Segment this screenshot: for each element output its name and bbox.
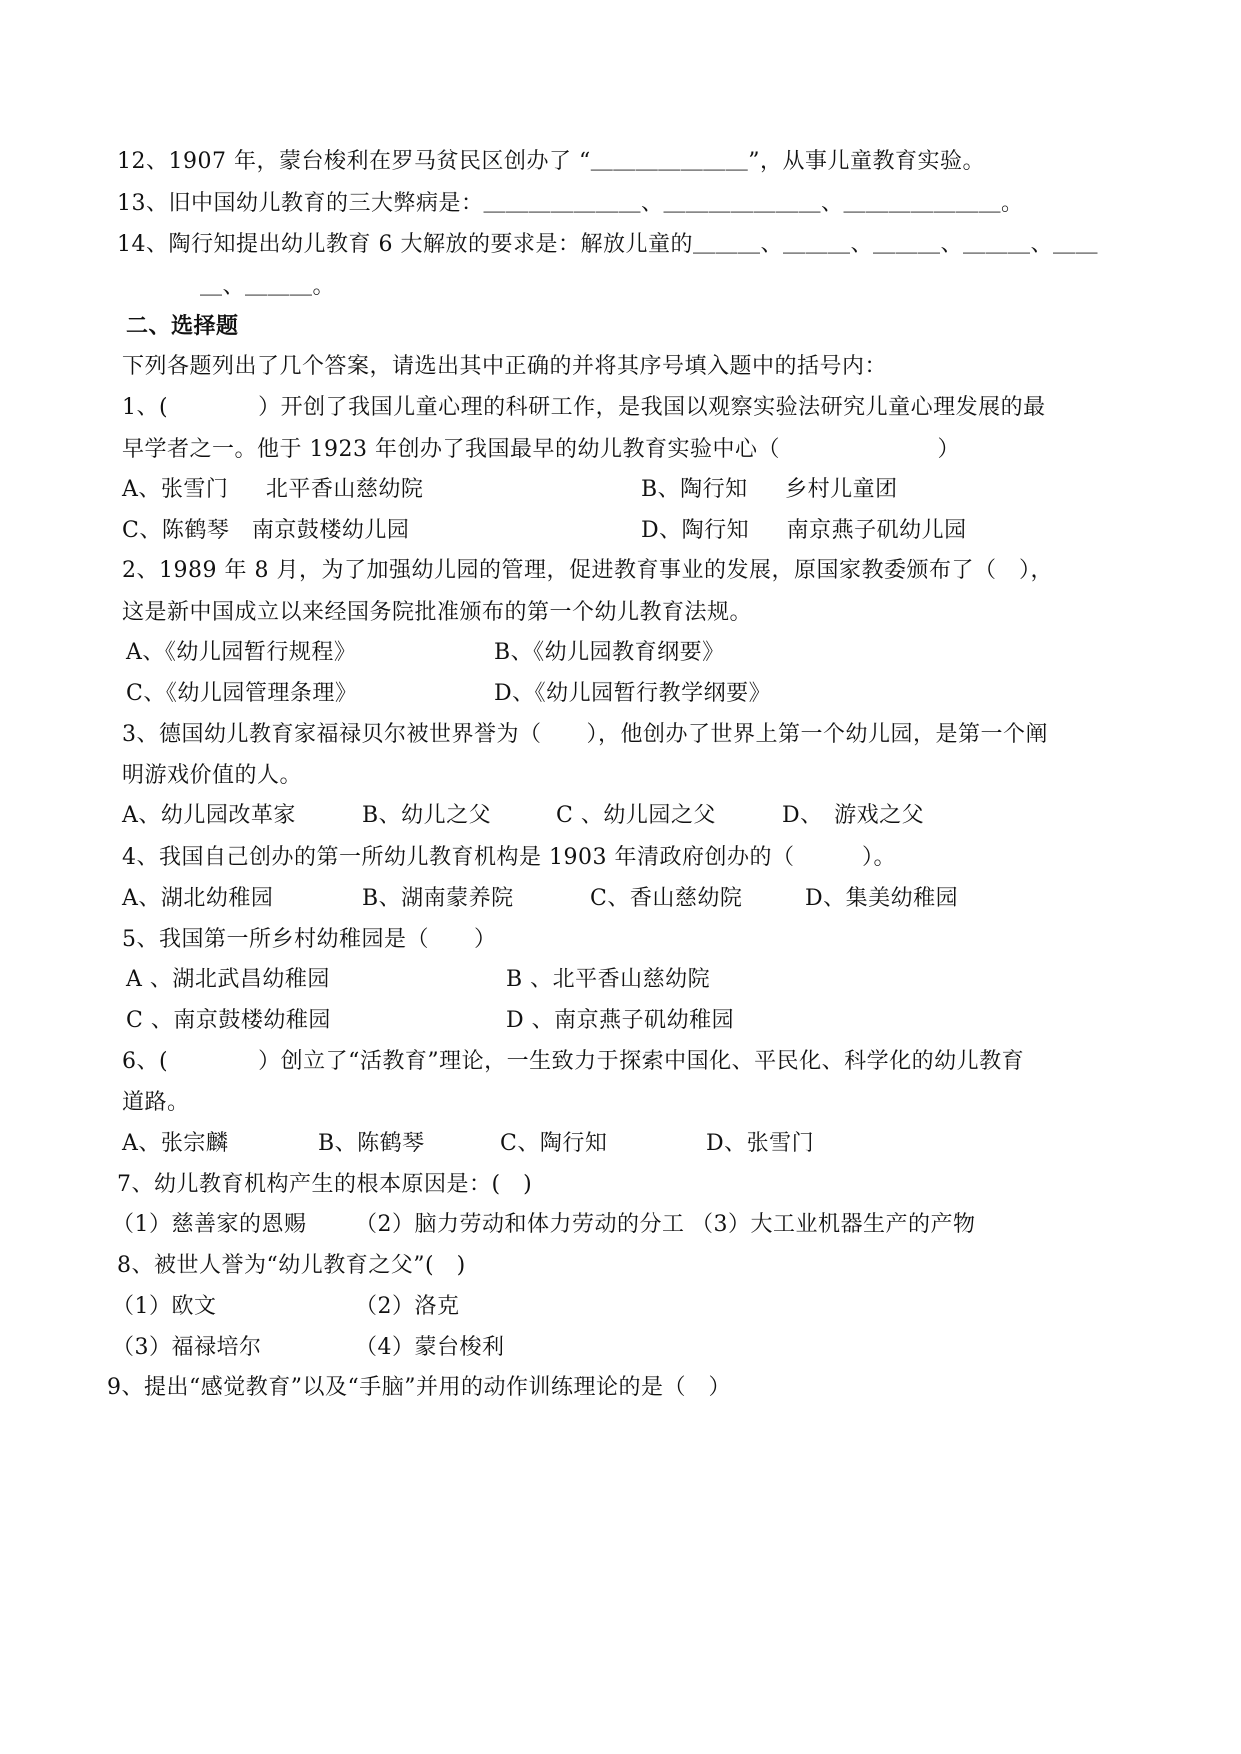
q3-option-b: B、幼儿之父 (362, 803, 492, 828)
q3-option-a: A、幼儿园改革家 (122, 803, 296, 828)
q3-line1: 3、德国幼儿教育家福禄贝尔被世界誉为（ ），他创办了世界上第一个幼儿园，是第一个阐 (122, 722, 1049, 747)
q3-option-c: C 、幼儿园之父 (556, 803, 716, 828)
q12-text: 12、1907 年，蒙台梭利在罗马贫民区创办了 “＿＿＿＿＿＿＿”，从事儿童教育实验。 (117, 149, 985, 174)
q1-option-a: A、张雪门 北平香山慈幼院 (122, 477, 424, 502)
q4-line1: 4、我国自己创办的第一所幼儿教育机构是 1903 年清政府创办的（ ）。 (122, 845, 896, 870)
q2-line1: 2、1989 年 8 月，为了加强幼儿园的管理，促进教育事业的发展，原国家教委颁布了（ ）， (122, 558, 1053, 583)
q7-option-3: （3）大工业机器生产的产物 (691, 1212, 976, 1237)
q8-option-4: （4）蒙台梭利 (355, 1335, 505, 1360)
q4-option-b: B、湖南蒙养院 (362, 886, 514, 911)
q5-line1: 5、我国第一所乡村幼稚园是（ ） (122, 927, 497, 952)
q4-option-d: D、集美幼稚园 (805, 886, 959, 911)
q6-line2: 道路。 (122, 1090, 190, 1115)
q1-line1: 1、( ）开创了我国儿童心理的科研工作，是我国以观察实验法研究儿童心理发展的最 (122, 395, 1046, 420)
q8-line1: 8、被世人誉为“幼儿教育之父”( ) (117, 1253, 466, 1278)
q9-line1: 9、提出“感觉教育”以及“手脑”并用的动作训练理论的是（ ） (107, 1375, 731, 1400)
q1-option-b: B、陶行知 乡村儿童团 (641, 477, 898, 502)
q6-option-d: D、张雪门 (706, 1131, 815, 1156)
q7-option-1: （1）慈善家的恩赐 (112, 1212, 307, 1237)
q6-option-c: C、陶行知 (500, 1131, 608, 1156)
q14-line2: ＿、＿＿＿。 (200, 274, 336, 299)
section-heading-multiple-choice: 二、选择题 (126, 314, 239, 339)
section-instructions: 下列各题列出了几个答案，请选出其中正确的并将其序号填入题中的括号内： (122, 354, 888, 379)
q1-option-d: D、陶行知 南京燕子矶幼儿园 (641, 518, 967, 543)
q2-option-d: D、《幼儿园暂行教学纲要》 (494, 681, 772, 706)
q5-option-a: A 、湖北武昌幼稚园 (126, 967, 330, 992)
q5-option-b: B 、北平香山慈幼院 (506, 967, 711, 992)
q1-line2: 早学者之一。他于 1923 年创办了我国最早的幼儿教育实验中心（ ） (122, 437, 960, 462)
q13-text: 13、旧中国幼儿教育的三大弊病是：＿＿＿＿＿＿＿、＿＿＿＿＿＿＿、＿＿＿＿＿＿＿。 (117, 191, 1024, 216)
q8-option-2: （2）洛克 (355, 1294, 460, 1319)
q1-option-c: C、陈鹤琴 南京鼓楼幼儿园 (122, 518, 410, 543)
q8-option-3: （3）福禄培尔 (112, 1335, 262, 1360)
q3-option-d: D、 游戏之父 (782, 803, 925, 828)
q5-option-c: C 、南京鼓楼幼稚园 (126, 1008, 331, 1033)
q5-option-d: D 、南京燕子矶幼稚园 (506, 1008, 735, 1033)
q8-option-1: （1）欧文 (112, 1294, 217, 1319)
q7-option-2: （2）脑力劳动和体力劳动的分工 (355, 1212, 685, 1237)
q2-option-c: C、《幼儿园管理条理》 (126, 681, 358, 706)
q6-line1: 6、( ）创立了“活教育”理论，一生致力于探索中国化、平民化、科学化的幼儿教育 (122, 1049, 1025, 1074)
q7-line1: 7、幼儿教育机构产生的根本原因是：( ) (117, 1172, 533, 1197)
q14-line1: 14、陶行知提出幼儿教育 6 大解放的要求是：解放儿童的＿＿＿、＿＿＿、＿＿＿、＿＿＿、＿＿ (117, 232, 1098, 257)
q3-line2: 明游戏价值的人。 (122, 763, 303, 788)
q2-option-a: A、《幼儿园暂行规程》 (126, 640, 357, 665)
q2-option-b: B、《幼儿园教育纲要》 (494, 640, 725, 665)
q4-option-a: A、湖北幼稚园 (122, 886, 274, 911)
q4-option-c: C、香山慈幼院 (590, 886, 743, 911)
q6-option-a: A、张宗麟 (122, 1131, 229, 1156)
q2-line2: 这是新中国成立以来经国务院批准颁布的第一个幼儿教育法规。 (122, 600, 753, 625)
q6-option-b: B、陈鹤琴 (318, 1131, 425, 1156)
